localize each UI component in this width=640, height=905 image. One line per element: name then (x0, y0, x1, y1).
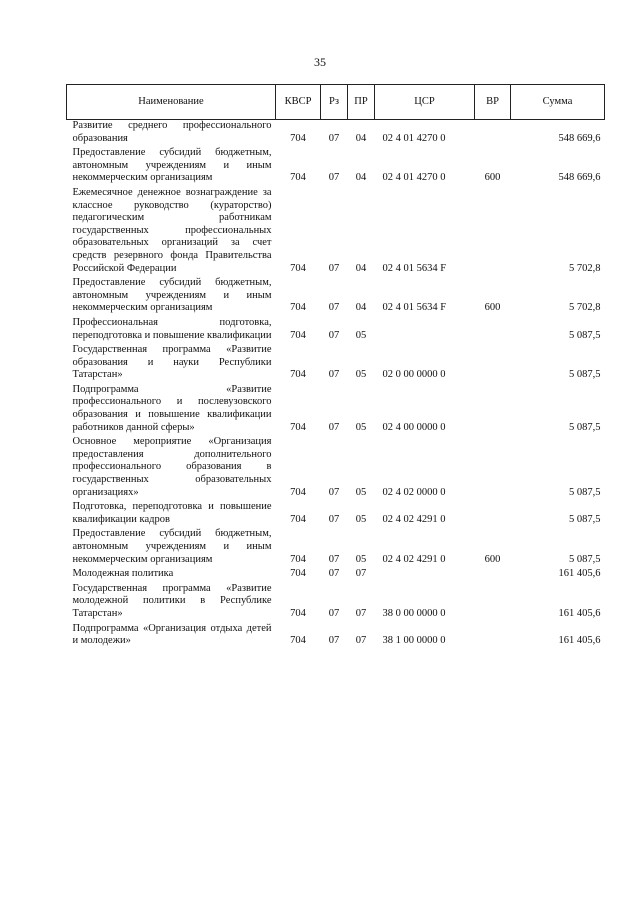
row-vr (475, 501, 511, 528)
row-sum: 161 405,6 (558, 607, 601, 619)
row-rz: 07 (328, 607, 340, 619)
row-kvsr: 704 (290, 607, 306, 619)
row-kvsr: 704 (290, 486, 306, 498)
row-csr: 02 4 02 4291 0 (382, 553, 446, 565)
row-pr: 07 (355, 635, 367, 647)
row-rz: 07 (328, 568, 340, 580)
row-vr (475, 583, 511, 623)
row-rz: 07 (328, 553, 340, 565)
row-vr (475, 344, 511, 384)
header-csr: ЦСР (375, 85, 475, 120)
row-kvsr: 704 (290, 132, 306, 144)
row-name: Предоставление субсидий бюджетным, автономным учреждениям и иным некоммерческим организациям (72, 528, 272, 565)
row-sum: 5 087,5 (569, 329, 601, 341)
row-pr: 05 (355, 486, 367, 498)
row-pr: 05 (355, 369, 367, 381)
header-vr: ВР (475, 85, 511, 120)
row-rz: 07 (328, 262, 340, 274)
row-name: Молодежная политика (72, 568, 174, 580)
row-kvsr: 704 (290, 369, 306, 381)
row-name: Профессиональная подготовка, переподготовка и повышение квалификации (72, 316, 272, 341)
table-row (67, 568, 605, 583)
row-pr: 07 (355, 607, 367, 619)
row-csr: 38 0 00 0000 0 (382, 607, 446, 619)
header-name: Наименование (67, 85, 276, 120)
row-rz: 07 (328, 172, 340, 184)
row-vr (475, 384, 511, 436)
row-name: Подпрограмма «Организация отдыха детей и молодежи» (72, 622, 272, 647)
row-vr (475, 317, 511, 344)
row-csr: 02 4 02 0000 0 (382, 486, 446, 498)
table-row (67, 344, 605, 384)
header-sum: Сумма (511, 85, 605, 120)
row-vr: 600 (484, 172, 501, 184)
table-row (67, 623, 605, 650)
row-vr (475, 120, 511, 148)
row-sum: 5 702,8 (569, 262, 601, 274)
page-number: 35 (314, 55, 326, 69)
row-rz: 07 (328, 132, 340, 144)
row-kvsr: 704 (290, 553, 306, 565)
table-header-row (67, 85, 605, 120)
table-row (67, 277, 605, 317)
row-vr: 600 (484, 553, 501, 565)
table-row (67, 501, 605, 528)
row-rz: 07 (328, 635, 340, 647)
row-sum: 5 087,5 (569, 421, 601, 433)
row-csr: 02 4 01 4270 0 (382, 132, 446, 144)
row-sum: 548 669,6 (558, 172, 601, 184)
row-pr: 04 (355, 262, 367, 274)
row-name: Ежемесячное денежное вознаграждение за классное руководство (кураторство) педагогическим работникам государственных профессиональных образовательных организаций за счет средств резервного фонда Правительства Российской Федерации (72, 186, 272, 274)
row-sum: 5 087,5 (569, 486, 601, 498)
row-csr (375, 568, 475, 583)
row-sum: 548 669,6 (558, 132, 601, 144)
row-sum: 5 702,8 (569, 302, 601, 314)
row-kvsr: 704 (290, 302, 306, 314)
row-sum: 161 405,6 (558, 568, 601, 580)
row-name: Развитие среднего профессионального образования (72, 120, 272, 144)
row-pr: 04 (355, 132, 367, 144)
table-row (67, 384, 605, 436)
row-kvsr: 704 (290, 172, 306, 184)
row-name: Государственная программа «Развитие молодежной политики в Республике Татарстан» (72, 582, 272, 619)
row-kvsr: 704 (290, 568, 306, 580)
row-rz: 07 (328, 302, 340, 314)
table-row (67, 583, 605, 623)
header-kvsr: КВСР (276, 85, 321, 120)
table-row (67, 436, 605, 501)
row-csr: 02 4 01 4270 0 (382, 172, 446, 184)
table-row (67, 317, 605, 344)
row-pr: 05 (355, 329, 367, 341)
row-sum: 5 087,5 (569, 553, 601, 565)
row-name: Предоставление субсидий бюджетным, автономным учреждениям и иным некоммерческим организациям (72, 277, 272, 314)
row-vr (475, 623, 511, 650)
row-csr: 02 4 02 4291 0 (382, 513, 446, 525)
row-name: Предоставление субсидий бюджетным, автономным учреждениям и иным некоммерческим организациям (72, 147, 272, 184)
row-kvsr: 704 (290, 329, 306, 341)
table-row (67, 147, 605, 187)
row-csr: 02 4 01 5634 F (382, 302, 447, 314)
table-row (67, 120, 605, 148)
row-csr: 38 1 00 0000 0 (382, 635, 446, 647)
row-pr: 05 (355, 553, 367, 565)
row-csr (375, 317, 475, 344)
row-csr: 02 0 00 0000 0 (382, 369, 446, 381)
row-name: Подпрограмма «Развитие профессионального и послевузовского образования и повышение квалификации работников данной сферы» (72, 383, 272, 433)
row-csr: 02 4 00 0000 0 (382, 421, 446, 433)
row-rz: 07 (328, 513, 340, 525)
row-csr: 02 4 01 5634 F (382, 262, 447, 274)
row-name: Подготовка, переподготовка и повышение квалификации кадров (72, 501, 272, 525)
row-sum: 161 405,6 (558, 635, 601, 647)
row-sum: 5 087,5 (569, 369, 601, 381)
row-vr (475, 187, 511, 277)
row-rz: 07 (328, 369, 340, 381)
table-row (67, 528, 605, 568)
row-pr: 05 (355, 513, 367, 525)
row-rz: 07 (328, 329, 340, 341)
row-kvsr: 704 (290, 635, 306, 647)
row-kvsr: 704 (290, 513, 306, 525)
row-vr (475, 436, 511, 501)
budget-table (66, 84, 605, 650)
row-rz: 07 (328, 421, 340, 433)
row-sum: 5 087,5 (569, 513, 601, 525)
row-vr (475, 568, 511, 583)
row-kvsr: 704 (290, 421, 306, 433)
header-pr: ПР (348, 85, 375, 120)
row-pr: 04 (355, 172, 367, 184)
row-pr: 04 (355, 302, 367, 314)
row-kvsr: 704 (290, 262, 306, 274)
table-row (67, 187, 605, 277)
row-pr: 07 (355, 568, 367, 580)
row-vr: 600 (484, 302, 501, 314)
row-rz: 07 (328, 486, 340, 498)
header-rz: Рз (321, 85, 348, 120)
row-name: Государственная программа «Развитие образования и науки Республики Татарстан» (72, 344, 272, 381)
row-pr: 05 (355, 421, 367, 433)
row-name: Основное мероприятие «Организация предоставления дополнительного профессионального образования в государственных образовательных организациях» (72, 436, 272, 498)
